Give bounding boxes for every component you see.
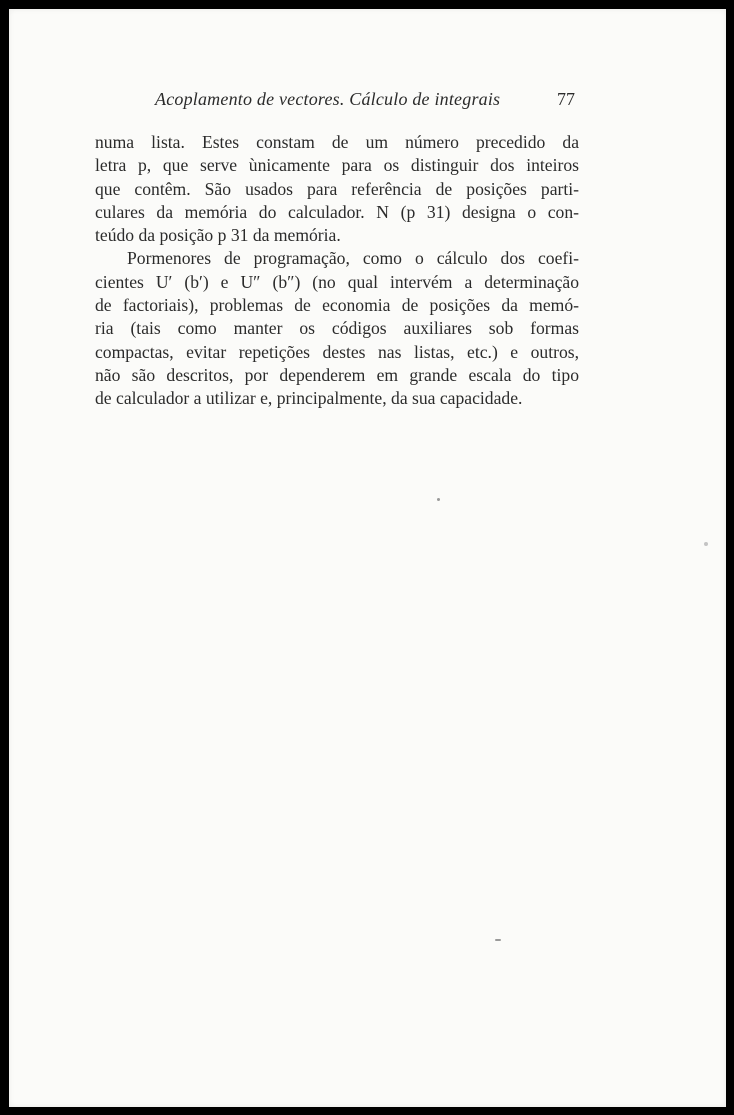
running-title: Acoplamento de vectores. Cálculo de integrais (155, 89, 501, 109)
text-line: de factoriais), problemas de economia de posições da memó- (95, 295, 579, 316)
running-header (155, 89, 575, 113)
paper-speck (437, 498, 440, 501)
paragraph-2 (95, 247, 579, 410)
paragraph-1 (95, 131, 579, 247)
text-line: letra p, que serve ùnicamente para os distinguir dos inteiros (95, 155, 579, 176)
text-line: Pormenores de programação, como o cálculo dos coefi- (127, 248, 579, 269)
text-line: compactas, evitar repetições destes nas listas, etc.) e outros, (95, 341, 579, 362)
paper-speck (495, 939, 501, 941)
text-line: numa lista. Estes constam de um número precedido da (95, 132, 579, 152)
text-line: ria (tais como manter os códigos auxiliares sob formas (95, 318, 579, 339)
text-line: de calculador a utilizar e, principalmente, da sua capacidade. (95, 388, 523, 409)
text-line: teúdo da posição p 31 da memória. (95, 225, 341, 246)
text-line: cientes U′ (b′) e U″ (b″) (no qual intervém a determinação (95, 271, 579, 292)
text-line: não são descritos, por dependerem em grande escala do tipo (95, 364, 579, 385)
book-page (9, 9, 726, 1107)
paper-speck (704, 542, 708, 546)
text-line: culares da memória do calculador. N (p 31) designa o con- (95, 201, 579, 222)
page-number: 77 (557, 89, 575, 109)
text-line: que contêm. São usados para referência de posições parti- (95, 178, 579, 199)
body-text (95, 131, 579, 411)
